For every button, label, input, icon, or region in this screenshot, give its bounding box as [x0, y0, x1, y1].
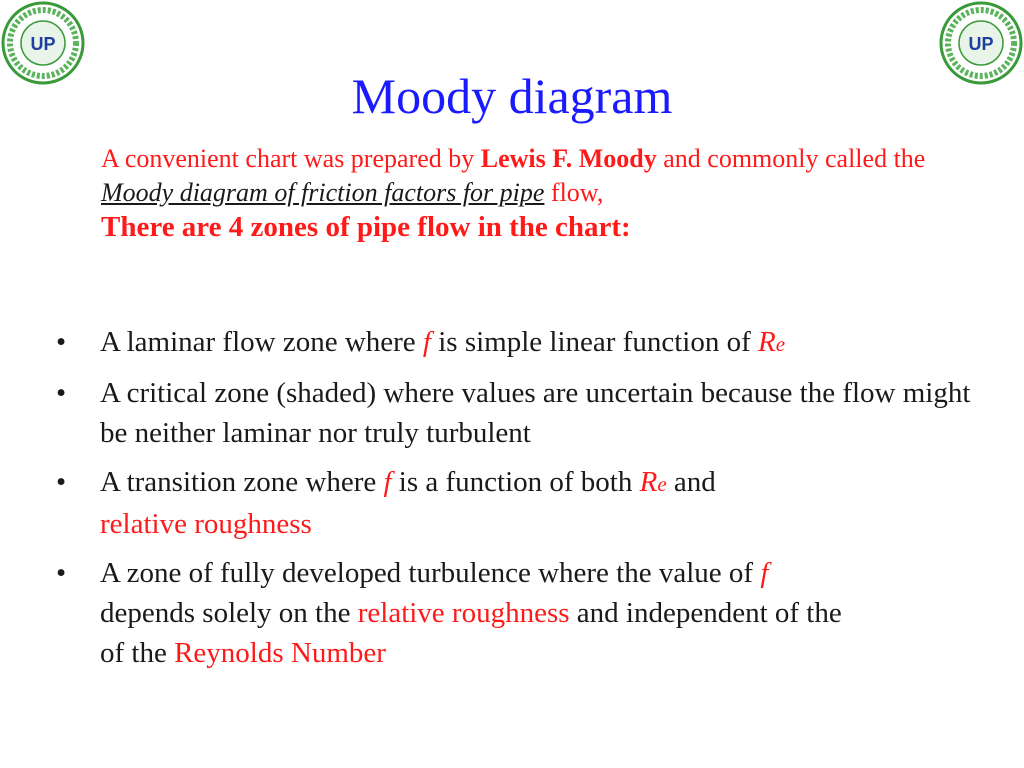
- bullet-text: A critical zone (shaded) where values are uncertain because the flow might be neither laminar nor truly turbulent: [100, 377, 971, 449]
- bullet-text: depends solely on the: [100, 597, 351, 629]
- bullet-icon: •: [56, 326, 67, 358]
- bullet-text: is a function of both: [398, 466, 633, 498]
- list-item: [56, 322, 971, 364]
- intro-heading: There are 4 zones of pipe flow in the chart:: [101, 211, 631, 243]
- reynolds-symbol: [640, 466, 667, 498]
- bullet-text: A zone of fully developed turbulence where the value of: [100, 557, 754, 589]
- bullet-text: and independent of the: [576, 597, 842, 629]
- bullet-text: of the: [100, 637, 167, 669]
- reynolds-symbol: [758, 326, 785, 358]
- reynolds-symbol-r: R: [757, 326, 776, 358]
- list-item: [56, 462, 971, 544]
- list-item: [56, 553, 971, 673]
- relative-roughness-term: relative roughness: [357, 597, 570, 629]
- bullet-text: and: [673, 466, 716, 498]
- intro-part1: A convenient chart was prepared by: [101, 144, 475, 173]
- slide-title: Moody diagram: [351, 68, 673, 124]
- friction-factor-symbol: f: [383, 466, 392, 498]
- logo-text: UP: [968, 34, 994, 54]
- friction-factor-symbol: f: [422, 326, 431, 358]
- bullet-icon: •: [56, 557, 67, 589]
- relative-roughness-term: relative roughness: [100, 508, 312, 540]
- reynolds-symbol-r: R: [639, 466, 658, 498]
- intro-part3: flow,: [550, 178, 604, 207]
- intro-part2: and commonly called the: [663, 144, 926, 173]
- reynolds-number-term: Reynolds Number: [174, 637, 386, 669]
- reynolds-symbol-e: e: [775, 332, 786, 356]
- intro-paragraph: [101, 142, 961, 245]
- friction-factor-symbol: f: [760, 557, 769, 589]
- bullet-icon: •: [56, 377, 67, 409]
- bullet-text: A laminar flow zone where: [100, 326, 416, 358]
- logo-text: UP: [30, 34, 56, 54]
- intro-author: Lewis F. Moody: [480, 144, 657, 173]
- reynolds-symbol-e: e: [657, 472, 667, 496]
- list-item: [56, 373, 971, 453]
- zones-list: [56, 322, 971, 682]
- bullet-text: is simple linear function of: [438, 326, 751, 358]
- intro-diagram-name: Moody diagram of friction factors for pipe: [101, 178, 545, 207]
- bullet-text: A transition zone where: [100, 466, 377, 498]
- bullet-icon: •: [56, 466, 67, 498]
